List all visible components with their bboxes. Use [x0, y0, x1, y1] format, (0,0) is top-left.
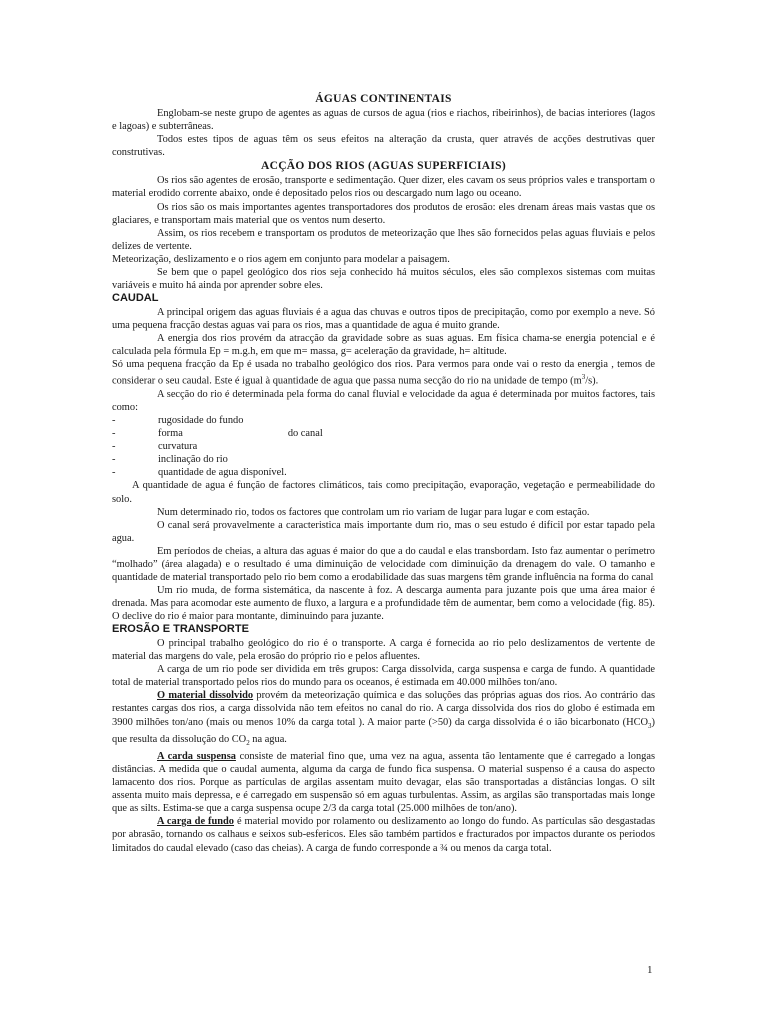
list-item [112, 466, 655, 479]
term-material-dissolvido: O material dissolvido [157, 690, 254, 702]
list-dash: - [112, 454, 116, 466]
title-accao-dos-rios: ACÇÃO DOS RIOS (AGUAS SUPERFICIAIS) [260, 160, 506, 173]
page-number: 1 [647, 964, 653, 976]
paragraph-caudal-6: Num determinado rio, todos os factores que controlam um rio variam de lugar para lugar e com estação. [157, 506, 590, 518]
list-dash: - [112, 441, 116, 453]
paragraph-rios-4: Meteorização, deslizamento e o rios agem em conjunto para modelar a paisagem. [112, 253, 450, 265]
superscript-3: 3 [581, 373, 586, 382]
list-item [112, 427, 655, 440]
list-item-text: quantidade de agua disponível. [158, 467, 287, 479]
erosao-5-text: é material movido por rolamento ou deslizamento ao longo do fundo. As partículas são desgastadas por abrasão, tornando os calhaus e seixos sub-esfericos. Eles são também partidos e fracturados por impactos durante os periodos limitados do caudal elevado (caso das cheias). A carga de fundo corresponde a ¾ ou menos da carga total. [112, 816, 655, 854]
erosao-3-text-b: ) que resulta da dissolução do CO [112, 716, 655, 745]
list-item-text: curvatura [158, 441, 198, 453]
subscript-2: 2 [246, 738, 250, 747]
factors-list [112, 414, 655, 479]
title-aguas-continentais: ÁGUAS CONTINENTAIS [315, 93, 452, 105]
paragraph-intro-1: Englobam-se neste grupo de agentes as aguas de cursos de agua (rios e riachos, ribeirinhos), de bacias interiores (lagos e lagoas) e subterrâneas. [112, 108, 655, 133]
term-carga-suspensa: A carda suspensa [157, 750, 236, 762]
paragraph-caudal-4: A secção do rio é determinada pela forma do canal fluvial e velocidade da agua é determinada por muitos factores, tais como: [112, 388, 655, 413]
paragraph-erosao-4 [112, 750, 655, 815]
paragraph-erosao-5 [112, 815, 655, 854]
erosao-3-text-c: na agua. [249, 733, 287, 745]
paragraph-caudal-7: O canal será provavelmente a caracteristica mais importante dum rio, mas o seu estudo é difícil por estar tapado pela agua. [112, 519, 655, 544]
erosao-3-text: provém da meteorização química e das soluções das próprias aguas dos rios. Ao contrário das restantes cargas dos rios, a carga dissolvida não tem efeitos no canal do rio. A carga dissolvida dos rios do globo é estimada em 3900 milhões ton/ano (mais ou menos 10% da carga total ). A maior parte (>50) da carga dissolvida é o ião bicarbonato (HCO [112, 690, 655, 728]
subscript-3: 3 [648, 721, 652, 730]
document-page [112, 92, 655, 855]
paragraph-rios-1: Os rios são agentes de erosão, transporte e sedimentação. Quer dizer, eles cavam os seus próprios vales e transportam o material erodido corrente abaixo, onde é depositado pelos rios ou descargado num lago ou oceano. [112, 175, 655, 200]
paragraph-erosao-1: O principal trabalho geológico do rio é o transporte. A carga é fornecida ao rio pelo deslizamentos de vertente de material das margens do vale, pela erosão do próprio rio e pelos afluentes. [112, 637, 655, 663]
paragraph-rios-2: Os rios são os mais importantes agentes transportadores dos produtos de erosão: eles drenam áreas mais vastas que os glaciares, e transportam mais material que os ventos num deserto. [112, 201, 655, 226]
paragraph-caudal-3 [112, 358, 655, 388]
heading-erosao-transporte: EROSÃO E TRANSPORTE [112, 623, 249, 636]
heading-caudal: CAUDAL [112, 292, 159, 305]
list-item-text: rugosidade do fundo [158, 414, 244, 426]
term-carga-de-fundo: A carga de fundo [157, 816, 235, 828]
paragraph-rios-3: Assim, os rios recebem e transportam os produtos de meteorização que lhes são fornecidos pelas aguas fluviais e pelos delizes de vertente. [112, 227, 655, 252]
paragraph-caudal-2: A energia dos rios provém da atracção da gravidade sobre as suas aguas. Em física chama-se energia potencial e é calculada pela fórmula Ep = m.g.h, em que m= massa, g= aceleração da gravidade, h= altitude. [112, 332, 655, 357]
list-item-text-2: do canal [287, 428, 323, 440]
paragraph-caudal-8: Em períodos de cheias, a altura das aguas é maior do que a do caudal e elas transbordam. Isto faz aumentar o perímetro “molhado” (área alagada) e o resultado é uma diminuição de velocidade com diminuição da drenagem do vale. O tamanho e quantidade de material transportado pelo rio bem como a erodabilidade das suas margens têm grande influência na forma do canal [112, 545, 655, 584]
paragraph-erosao-3 [112, 689, 655, 750]
paragraph-rios-5: Se bem que o papel geológico dos rios seja conhecido há muitos séculos, eles são complexos sistemas com muitas variáveis e muito há ainda por aprender sobre eles. [112, 267, 655, 292]
paragraph-caudal-5: A quantidade de agua é função de factores climáticos, tais como precipitação, evaporação, vegetação e permeabilidade do solo. [112, 480, 655, 505]
list-item-text: inclinação do rio [158, 454, 228, 466]
caudal-3-unit-end: /s). [585, 375, 599, 387]
paragraph-caudal-1: A principal origem das aguas fluviais é a agua das chuvas e outros tipos de precipitação, como por exemplo a neve. Só uma pequena fracção destas aguas vai para os rios, mas a quantidade de agua é muito grande. [112, 306, 655, 331]
list-dash: - [112, 414, 116, 426]
list-dash: - [112, 467, 116, 479]
list-item [112, 440, 655, 453]
paragraph-intro-2: Todos estes tipos de aguas têm os seus efeitos na alteração da crusta, quer através de acções destrutivas quer construtivas. [112, 134, 655, 159]
list-item-text: forma [158, 428, 183, 440]
paragraph-erosao-2: A carga de um rio pode ser dividida em três grupos: Carga dissolvida, carga suspensa e carga de fundo. A quantidade total de material transportado pelos rios do mundo para os oceanos, é estimada em 40.000 milhões ton/ano. [112, 664, 655, 689]
caudal-3-text: Só uma pequena fracção da Ep é usada no trabalho geológico dos rios. Para vermos para onde vai o resto da energia , temos de considerar o seu caudal. Este é igual à quantidade de agua que passa numa secção do rio na unidade de tempo (m [112, 359, 655, 387]
list-dash: - [112, 428, 116, 440]
list-item [112, 414, 655, 427]
erosao-4-text: consiste de material fino que, uma vez na agua, assenta tão lentamente que é carregado a longas distâncias. A medida que o caudal aumenta, alguma da carga de fundo fica suspensa. O material suspenso é a causa do aspecto lamacento dos rios. Porque as partículas de argilas assentam muito devagar, elas são transportadas a distâncias longas. O silt assenta muito mais depressa, e é carregado em suspensão só em aguas turbulentas. Assim, as argilas são transportadas mais longe que as silts. Estima-se que a carga suspensa ocupe 2/3 da carga total (25.000 milhões de ton/ano). [112, 750, 655, 815]
paragraph-caudal-9: Um rio muda, de forma sistemática, da nascente à foz. A descarga aumenta para juzante pois que uma área maior é drenada. Mas para acomodar este aumento de fluxo, a largura e a profundidade têm de aumentar, bem como a velocidade (fig. 85). O declive do rio é maior para montante, diminuindo para juzante. [112, 585, 655, 623]
list-item [112, 453, 655, 466]
